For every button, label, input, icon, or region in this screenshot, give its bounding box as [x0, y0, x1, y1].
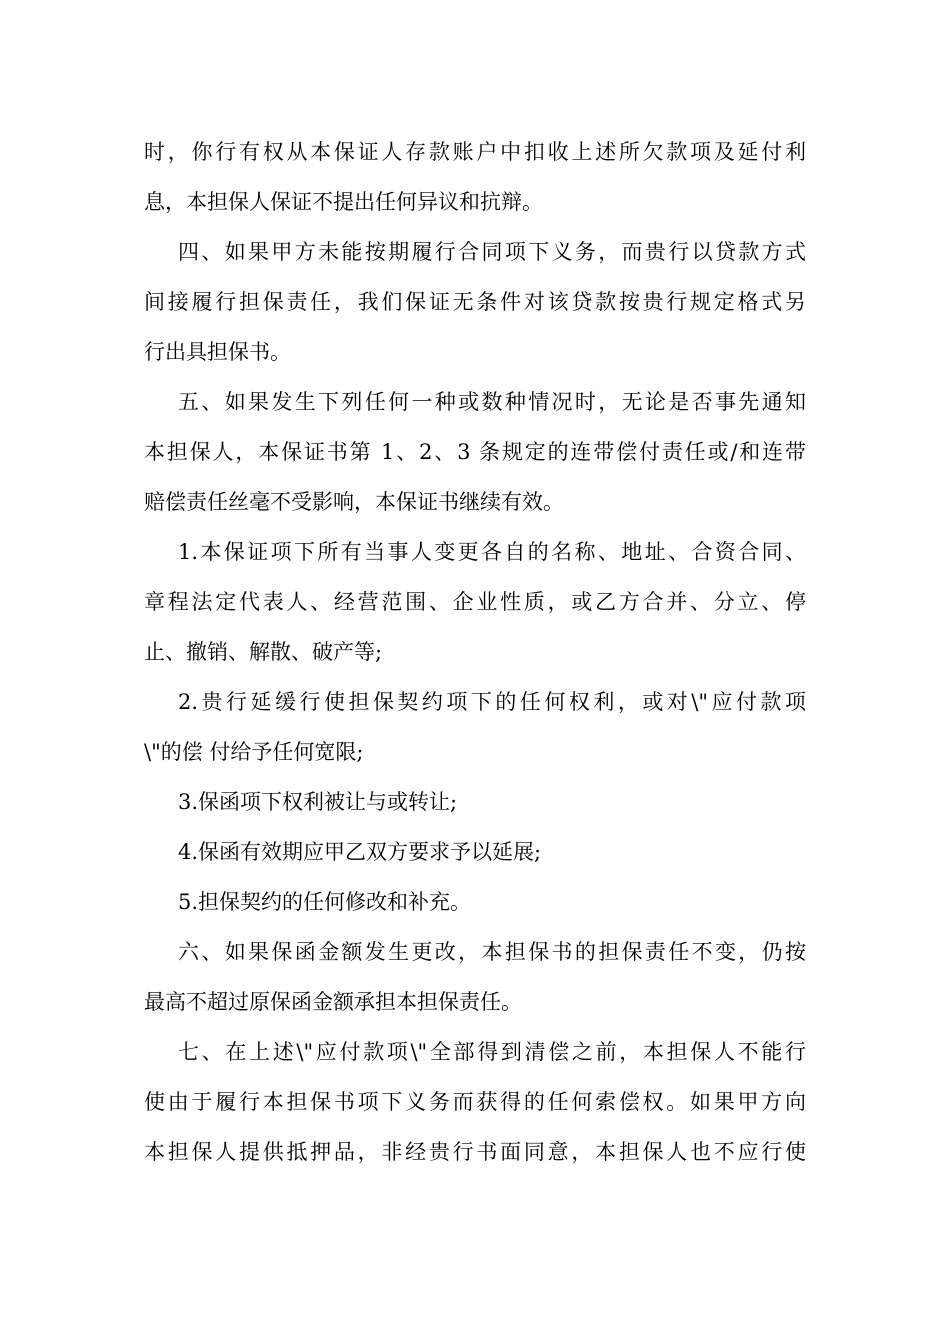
text-line: 最高不超过原保函金额承担本担保责任。: [144, 990, 522, 1014]
text-line: 六、如果保函金额发生更改，本担保书的担保责任不变，仍按: [178, 940, 806, 964]
text-line: 行出具担保书。: [144, 340, 291, 364]
text-line: 1.本保证项下所有当事人变更各自的名称、地址、合资合同、: [178, 540, 806, 564]
text-line: 3.保函项下权利被让与或转让;: [178, 790, 458, 814]
text-line: 息，本担保人保证不提出任何异议和抗辩。: [144, 190, 543, 214]
text-line: 间接履行担保责任，我们保证无条件对该贷款按贵行规定格式另: [144, 290, 806, 314]
text-line: 止、撤销、解散、破产等;: [144, 640, 383, 664]
text-line: 七、在上述\"应付款项\"全部得到清偿之前，本担保人不能行: [178, 1040, 806, 1064]
text-line: 四、如果甲方未能按期履行合同项下义务，而贵行以贷款方式: [178, 240, 806, 264]
text-line: 2.贵行延缓行使担保契约项下的任何权利，或对\"应付款项: [178, 690, 806, 714]
text-line: 5.担保契约的任何修改和补充。: [178, 890, 472, 914]
text-line: 章程法定代表人、经营范围、企业性质，或乙方合并、分立、停: [144, 590, 806, 614]
text-line: 使由于履行本担保书项下义务而获得的任何索偿权。如果甲方向: [144, 1090, 806, 1114]
text-line: 4.保函有效期应甲乙双方要求予以延展;: [178, 840, 542, 864]
text-line: \"的偿 付给予任何宽限;: [144, 740, 364, 764]
text-line: 本担保人，本保证书第 1、2、3 条规定的连带偿付责任或/和连带: [144, 440, 806, 464]
text-line: 五、如果发生下列任何一种或数种情况时，无论是否事先通知: [178, 390, 806, 414]
text-line: 时，你行有权从本保证人存款账户中扣收上述所欠款项及延付利: [144, 140, 806, 164]
text-line: 赔偿责任丝毫不受影响，本保证书继续有效。: [144, 490, 564, 514]
text-line: 本担保人提供抵押品，非经贵行书面同意，本担保人也不应行使: [144, 1140, 806, 1164]
